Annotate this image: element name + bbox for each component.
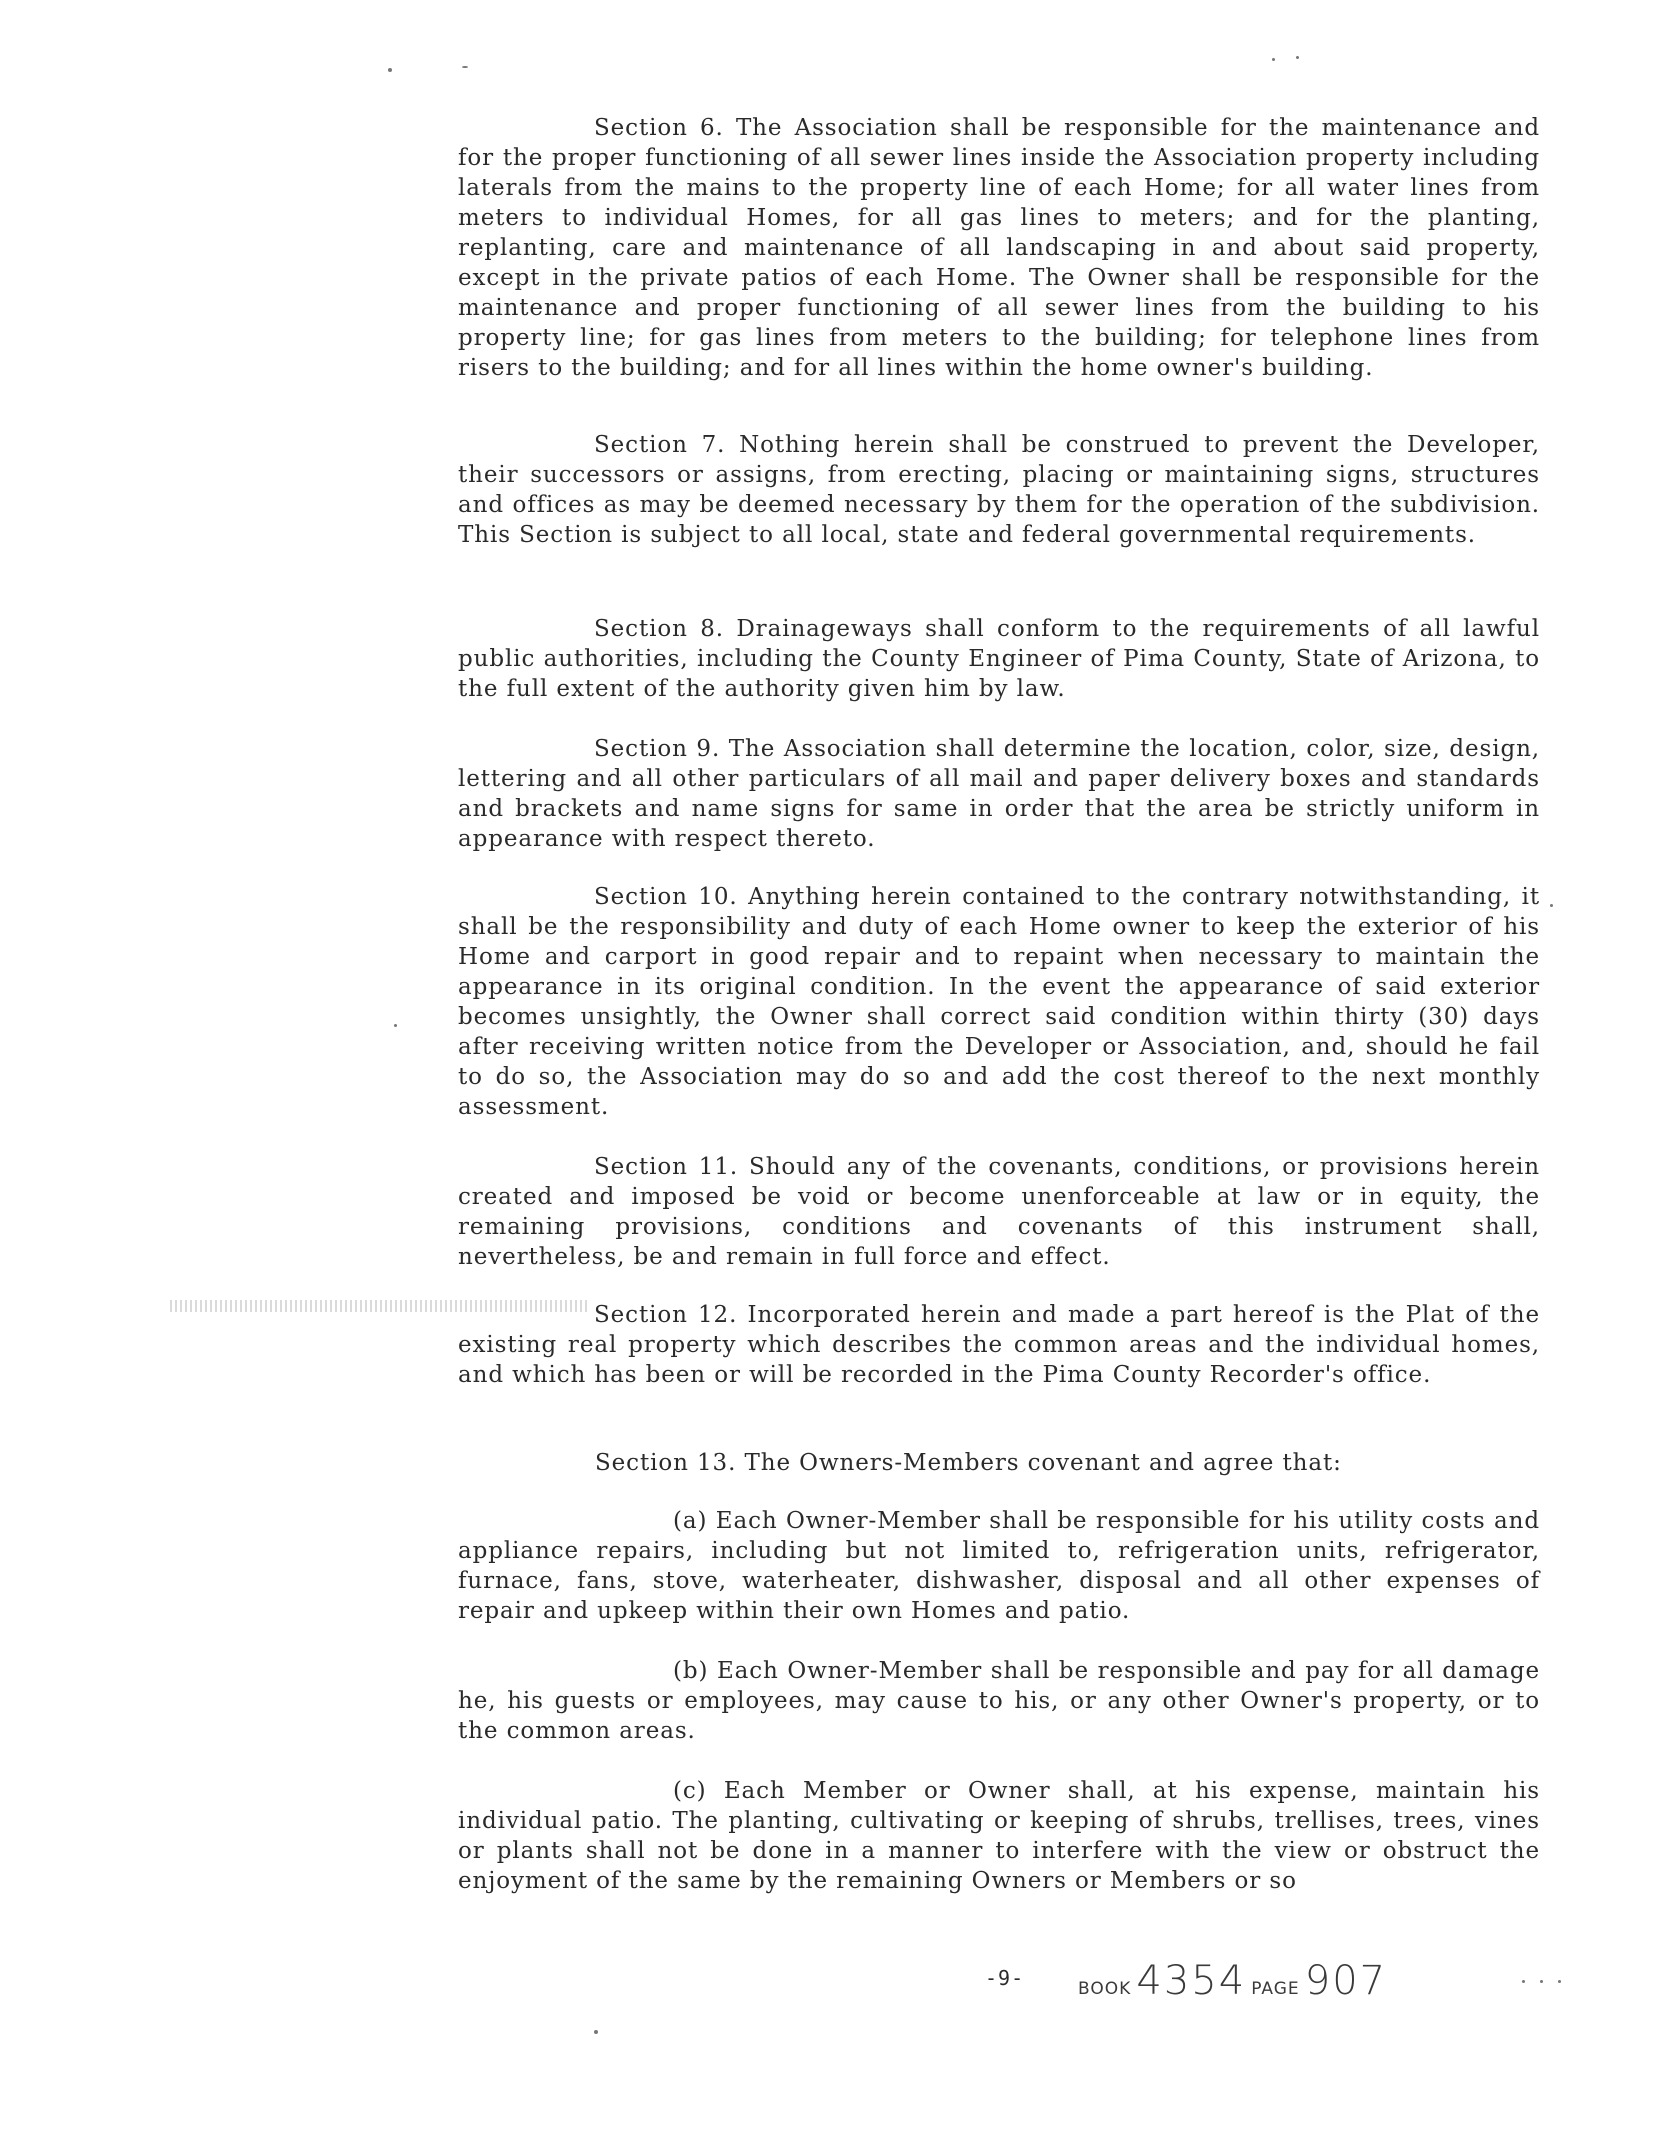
book-label: BOOK [1078, 1979, 1132, 1999]
paragraph-section-7: Section 7. Nothing herein shall be construed to prevent the Developer, their successors or assigns, from erecting, placing or maintaining signs, structures and offices as may be deemed necessary by them for the operation of the subdivision. This Section is subject to all local, state and federal governmental requirements. [458, 432, 1540, 548]
paragraph-section-9: Section 9. The Association shall determine the location, color, size, design, lettering and all other particulars of all mail and paper delivery boxes and standards and brackets and name signs for same in order that the area be strictly uniform in appearance with respect thereto. [458, 736, 1540, 852]
scan-speck [1522, 1980, 1525, 1983]
scan-speck [1296, 56, 1299, 59]
page-value: 907 [1304, 1958, 1388, 2004]
book-number: 4354 [1136, 1958, 1247, 2004]
paragraph-13a: (a) Each Owner-Member shall be responsible for his utility costs and appliance repairs, including but not limited to, refrigeration units, refrigerator, furnace, fans, stove, waterheater, dishwasher, disposal and all other expenses of repair and upkeep within their own Homes and patio. [458, 1508, 1540, 1624]
scan-speck [394, 1024, 397, 1027]
page-number: -9- [985, 1966, 1025, 1990]
recording-stamp [1078, 1958, 1387, 2004]
paragraph-section-8: Section 8. Drainageways shall conform to the requirements of all lawful public authorities, including the County Engineer of Pima County, State of Arizona, to the full extent of the authority given him by law. [458, 616, 1540, 702]
scan-speck [1540, 1980, 1543, 1983]
paragraph-section-10: Section 10. Anything herein contained to the contrary notwithstanding, it shall be the responsibility and duty of each Home owner to keep the exterior of his Home and carport in good repair and to repaint when necessary to maintain the appearance in its original condition. In the event the appearance of said exterior becomes unsightly, the Owner shall correct said condition within thirty (30) days after receiving written notice from the Developer or Association, and, should he fail to do so, the Association may do so and add the cost thereof to the next monthly assessment. [458, 884, 1540, 1120]
scan-speck [1550, 904, 1553, 907]
paragraph-section-12: Section 12. Incorporated herein and made a part hereof is the Plat of the existing real property which describes the common areas and the individual homes, and which has been or will be recorded in the Pima County Recorder's office. [458, 1302, 1540, 1388]
paragraph-13c: (c) Each Member or Owner shall, at his expense, maintain his individual patio. The planting, cultivating or keeping of shrubs, trellises, trees, vines or plants shall not be done in a manner to interfere with the view or obstruct the enjoyment of the same by the remaining Owners or Members or so [458, 1778, 1540, 1894]
scan-speck [594, 2030, 598, 2034]
scan-speck [1558, 1980, 1561, 1983]
scan-speck [462, 66, 468, 68]
paragraph-section-13: Section 13. The Owners-Members covenant and agree that: [595, 1450, 1342, 1476]
scan-speck [1272, 58, 1275, 61]
paragraph-13b: (b) Each Owner-Member shall be responsible and pay for all damage he, his guests or employees, may cause to his, or any other Owner's property, or to the common areas. [458, 1658, 1540, 1744]
paragraph-section-11: Section 11. Should any of the covenants, conditions, or provisions herein created and imposed be void or become unenforceable at law or in equity, the remaining provisions, conditions and covenants of this instrument shall, nevertheless, be and remain in full force and effect. [458, 1154, 1540, 1270]
scan-speck [388, 68, 392, 72]
paragraph-section-6: Section 6. The Association shall be responsible for the maintenance and for the proper functioning of all sewer lines inside the Association property including laterals from the mains to the property line of each Home; for all water lines from meters to individual Homes, for all gas lines to meters; and for the planting, replanting, care and maintenance of all landscaping in and about said property, except in the private patios of each Home. The Owner shall be responsible for the maintenance and proper functioning of all sewer lines from the building to his property line; for gas lines from meters to the building; for telephone lines from risers to the building; and for all lines within the home owner's building. [458, 115, 1540, 381]
page-label: PAGE [1251, 1979, 1300, 1999]
